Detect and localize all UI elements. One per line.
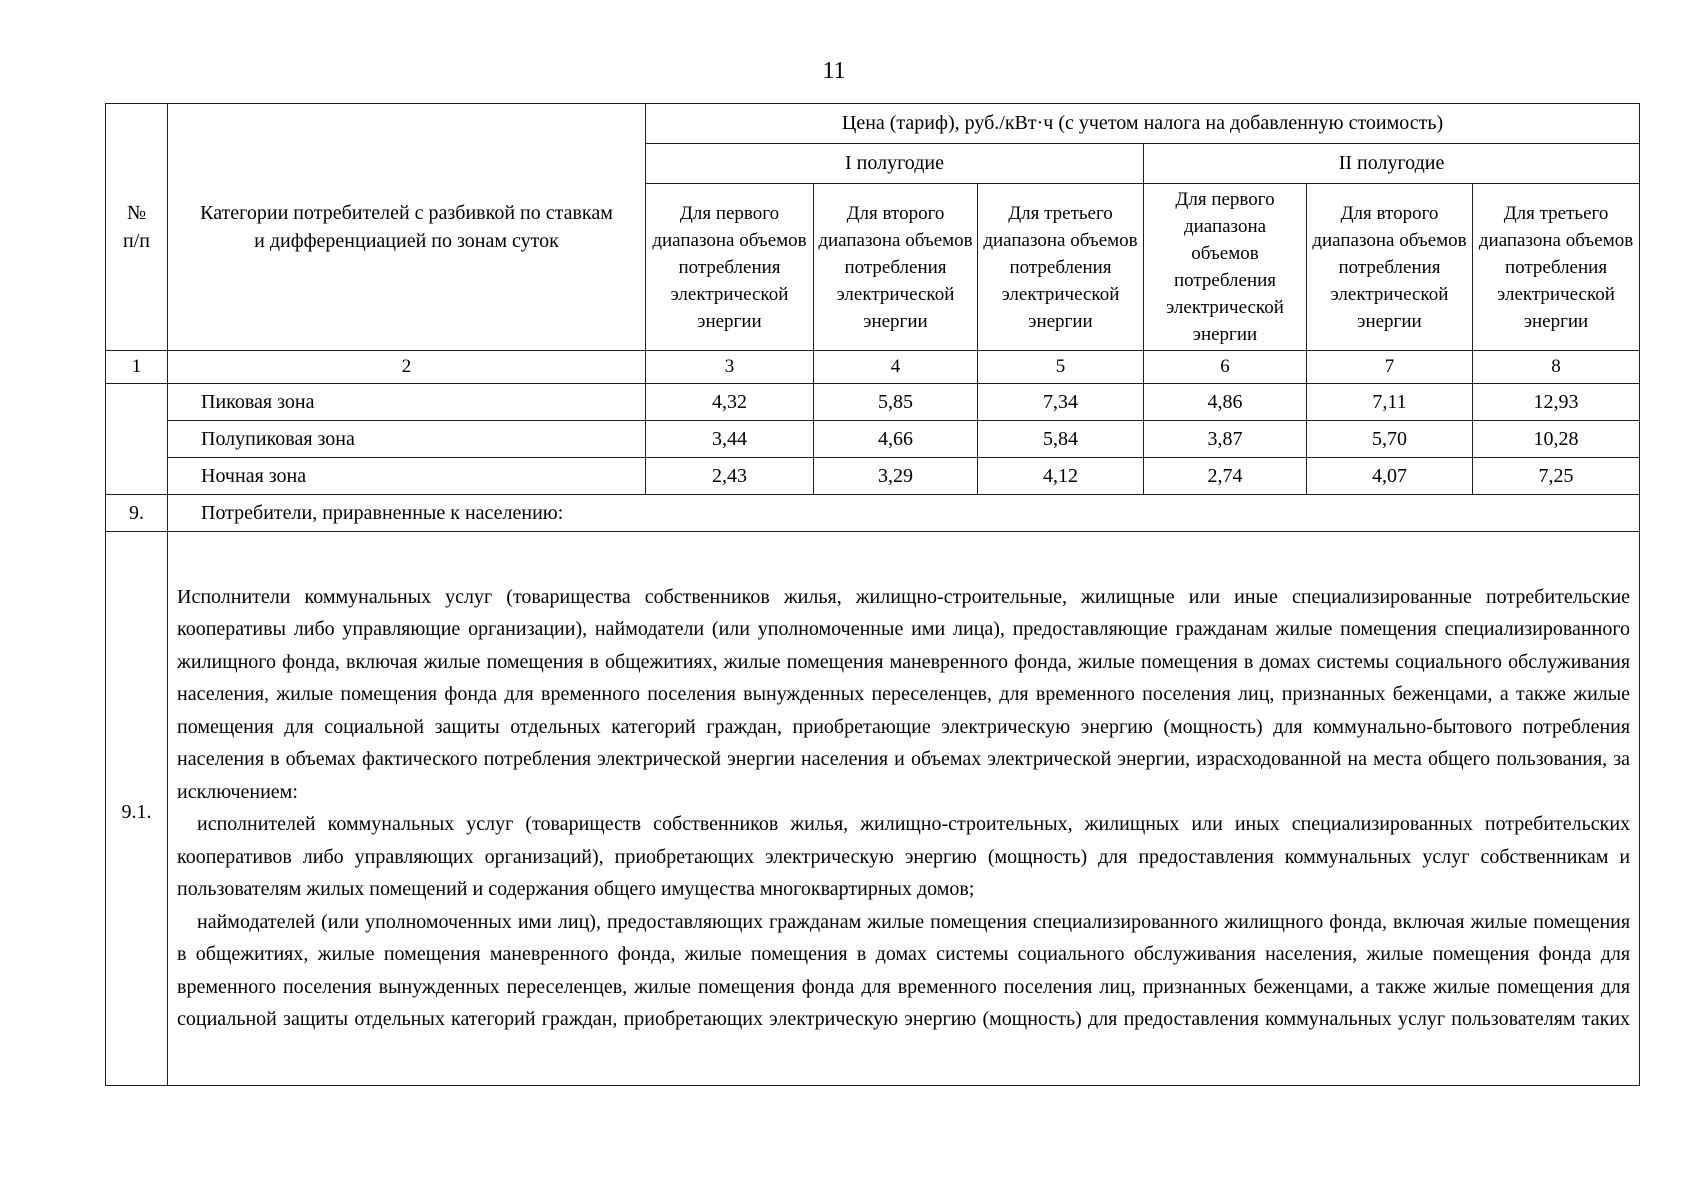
zone-name: Полупиковая зона <box>168 421 646 458</box>
tariff-value: 4,12 <box>978 458 1144 495</box>
tariff-value: 10,28 <box>1473 421 1640 458</box>
tariff-value: 12,93 <box>1473 384 1640 421</box>
column-index-row <box>106 351 1640 384</box>
section-number: 9. <box>106 495 168 532</box>
column-header-range-2: Для второго диапазона объемов потребления электрической энергии <box>814 184 978 351</box>
index-cell: 6 <box>1144 351 1307 384</box>
tariff-value: 4,07 <box>1307 458 1473 495</box>
table-row-semi-peak-zone <box>106 421 1640 458</box>
tariff-value: 3,44 <box>646 421 814 458</box>
tariff-value: 5,84 <box>978 421 1144 458</box>
zone-name: Ночная зона <box>168 458 646 495</box>
column-header-half-year-1: I полугодие <box>646 144 1144 184</box>
legal-paragraph-1: Исполнители коммунальных услуг (товарищества собственников жилья, жилищно-строительные, жилищные или иные специализированные потребительские кооперативы либо управляющие организации), наймодатели (или уполномоченные ими лица), предоставляющие гражданам жилые помещения специализированного жилищного фонда, включая жилые помещения в общежитиях, жилые помещения маневренного фонда, жилые помещения в домах системы социального обслуживания населения, жилые помещения фонда для временного поселения вынужденных переселенцев, для временного поселения лиц, признанных беженцами, а также жилые помещения для социальной защиты отдельных категорий граждан, приобретающие электрическую энергию (мощность) для коммунально-бытового потребления населения в объемах фактического потребления электрической энергии населения и объемах электрической энергии, израсходованной на места общего пользования, за исключением: <box>177 585 1631 803</box>
number-header-line1: № <box>126 202 147 224</box>
table-row-section-9-1 <box>106 532 1640 1086</box>
index-cell: 3 <box>646 351 814 384</box>
tariff-table <box>105 103 1640 1086</box>
index-cell: 2 <box>168 351 646 384</box>
section-text-cell <box>168 532 1640 1086</box>
tariff-value: 3,29 <box>814 458 978 495</box>
table-row-peak-zone <box>106 384 1640 421</box>
column-header-number <box>106 104 168 351</box>
column-header-range-6: Для третьего диапазона объемов потребления электрической энергии <box>1473 184 1640 351</box>
legal-paragraph-2: исполнителей коммунальных услуг (товариществ собственников жилья, жилищно-строительных, жилищных или иных специализированных потребительских кооперативов либо управляющих организаций), приобретающих электрическую энергию (мощность) для предоставления коммунальных услуг собственникам и пользователям жилых помещений и содержания общего имущества многоквартирных домов; <box>177 813 1631 900</box>
tariff-value: 3,87 <box>1144 421 1307 458</box>
page-number: 11 <box>822 58 846 84</box>
legal-paragraph-3: наймодателей (или уполномоченных ими лиц), предоставляющих гражданам жилые помещения специализированного жилищного фонда, включая жилые помещения в общежитиях, жилые помещения маневренного фонда, жилые помещения в домах системы социального обслуживания населения, жилые помещения фонда для временного поселения вынужденных переселенцев, жилые помещения фонда для временного поселения лиц, признанных беженцами, а также жилые помещения для социальной защиты отдельных категорий граждан, приобретающих электрическую энергию (мощность) для предоставления коммунальных услуг пользователям таких <box>177 910 1631 1030</box>
header-row-price <box>106 104 1640 144</box>
index-cell: 1 <box>106 351 168 384</box>
tariff-value: 4,66 <box>814 421 978 458</box>
column-header-range-5: Для второго диапазона объемов потребления электрической энергии <box>1307 184 1473 351</box>
column-header-category: Категории потребителей с разбивкой по ставкам и дифференциацией по зонам суток <box>168 104 646 351</box>
table-row-section-9 <box>106 495 1640 532</box>
index-cell: 5 <box>978 351 1144 384</box>
column-header-price: Цена (тариф), руб./кВт·ч (с учетом налога на добавленную стоимость) <box>646 104 1640 144</box>
section-number: 9.1. <box>106 532 168 1086</box>
tariff-value: 7,25 <box>1473 458 1640 495</box>
column-header-range-4: Для первого диапазона объемов потребления электрической энергии <box>1144 184 1307 351</box>
column-header-range-1: Для первого диапазона объемов потребления электрической энергии <box>646 184 814 351</box>
column-header-range-3: Для третьего диапазона объемов потребления электрической энергии <box>978 184 1144 351</box>
tariff-value: 5,85 <box>814 384 978 421</box>
tariff-value: 4,86 <box>1144 384 1307 421</box>
number-header-line2: п/п <box>123 230 150 252</box>
tariff-value: 2,74 <box>1144 458 1307 495</box>
tariff-value: 7,34 <box>978 384 1144 421</box>
tariff-value: 2,43 <box>646 458 814 495</box>
zone-number-cell-empty <box>106 384 168 495</box>
table-row-night-zone <box>106 458 1640 495</box>
index-cell: 4 <box>814 351 978 384</box>
column-header-half-year-2: II полугодие <box>1144 144 1640 184</box>
index-cell: 7 <box>1307 351 1473 384</box>
index-cell: 8 <box>1473 351 1640 384</box>
tariff-value: 7,11 <box>1307 384 1473 421</box>
section-label: Потребители, приравненные к населению: <box>168 495 1640 532</box>
tariff-value: 5,70 <box>1307 421 1473 458</box>
tariff-value: 4,32 <box>646 384 814 421</box>
zone-name: Пиковая зона <box>168 384 646 421</box>
